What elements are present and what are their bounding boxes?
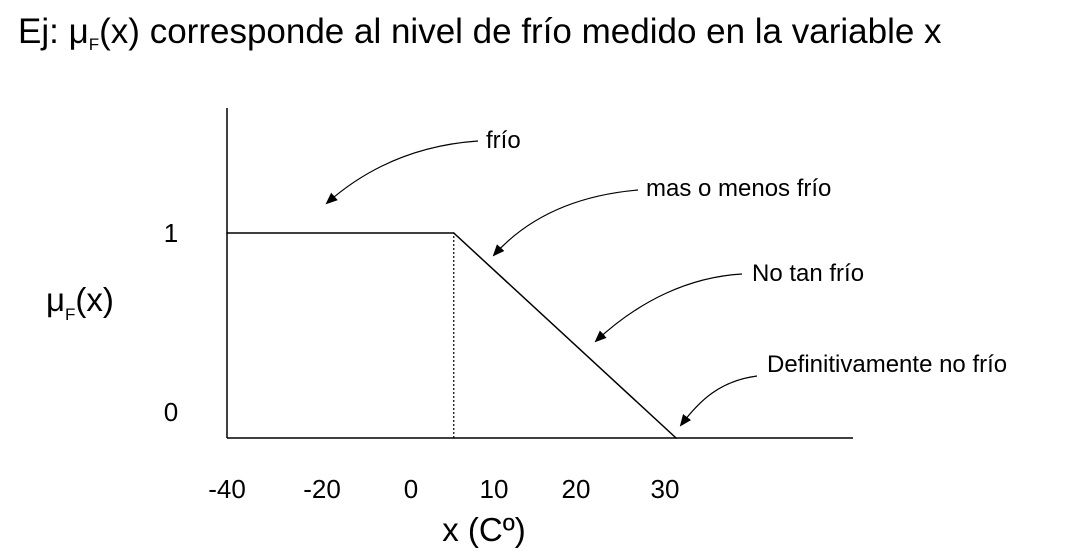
y-axis-label-argument: (x) (75, 281, 114, 318)
x-axis-label: x (Cº) (442, 511, 526, 548)
heading-text: corresponde al nivel de frío medido en la variable x (149, 12, 942, 51)
series-point (675, 437, 677, 439)
y-axis-label-mu: μ (46, 281, 66, 318)
series-point (226, 232, 228, 234)
heading-mu-symbol: μ (68, 12, 89, 51)
heading-prefix: Ej: (18, 12, 59, 51)
x-tick-label: 20 (561, 474, 591, 504)
annotation-arrow (494, 190, 638, 255)
annotation-label: mas o menos frío (646, 175, 832, 202)
membership-series-line (227, 233, 676, 438)
heading-mu-subscript: F (88, 35, 100, 54)
annotation-label: frío (486, 127, 521, 154)
x-tick-label: -40 (208, 474, 246, 504)
heading-mu-argument: (x) (99, 12, 140, 51)
x-tick-label: 30 (650, 474, 680, 504)
annotation-arrow (596, 274, 742, 341)
annotation-label: No tan frío (752, 260, 865, 287)
y-tick-label: 1 (163, 218, 179, 248)
annotation-arrow (681, 376, 757, 425)
x-tick-label: 10 (479, 474, 509, 504)
annotation-arrow (327, 141, 478, 203)
y-axis-label (46, 281, 114, 324)
annotation-label: Definitivamente no frío (767, 351, 1008, 378)
x-tick-label: 0 (403, 474, 419, 504)
y-axis-label-subscript: F (65, 305, 76, 324)
x-tick-label: -20 (303, 474, 341, 504)
y-tick-label: 0 (163, 397, 179, 427)
